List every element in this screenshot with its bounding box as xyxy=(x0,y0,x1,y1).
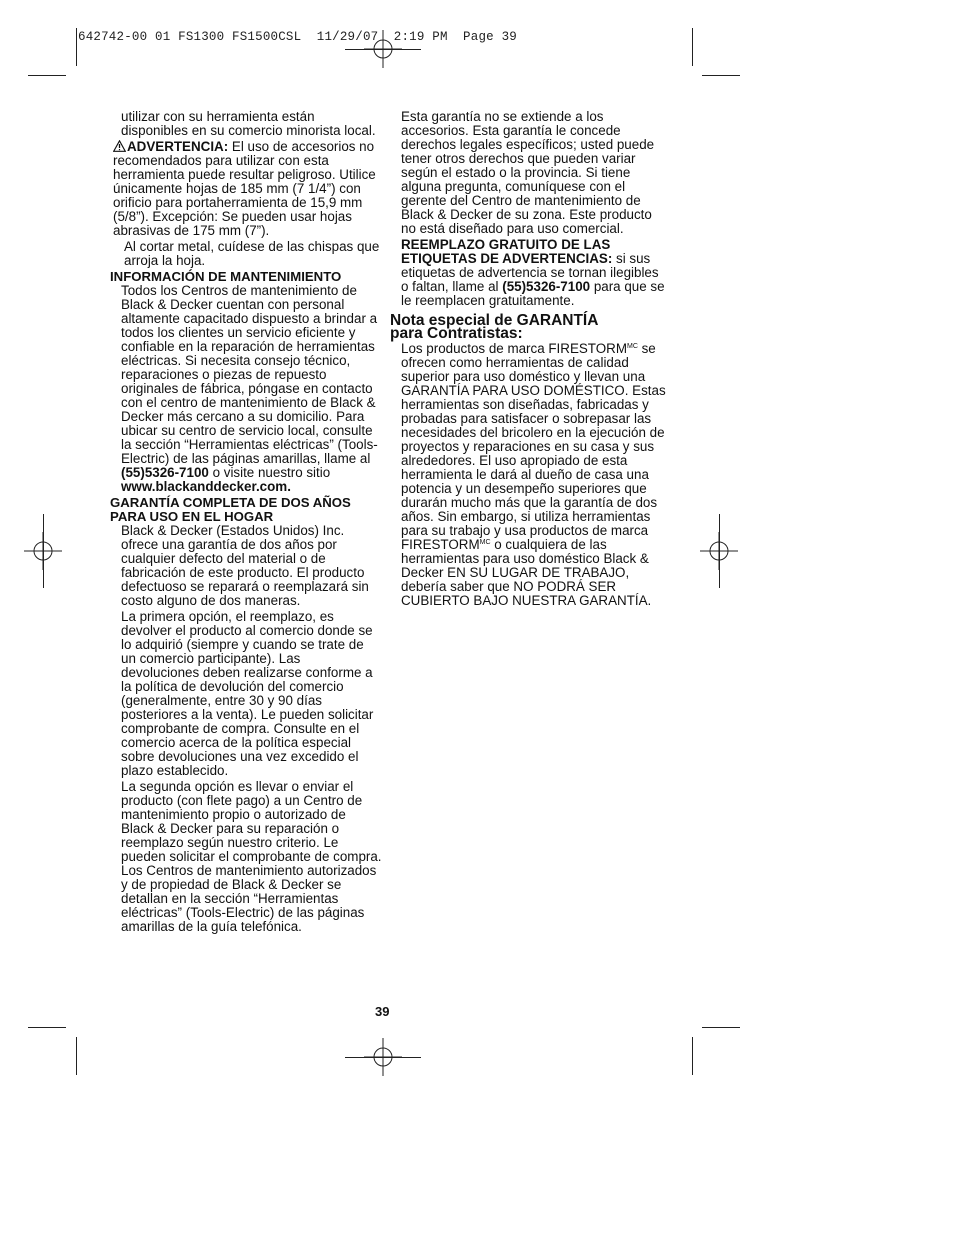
label-replacement-phone: (55)5326-7100 xyxy=(502,279,591,294)
registration-line-left xyxy=(43,514,44,588)
crop-mark-bottom-right-h xyxy=(702,1027,740,1028)
registration-line-top xyxy=(345,49,421,50)
label-replacement-heading: REEMPLAZO GRATUITO DE LAS ETIQUETAS DE ADVERTENCIAS: xyxy=(401,237,613,266)
metal-cutting-note: Al cortar metal, cuídese de las chispas que arroja la hoja. xyxy=(124,239,380,268)
crop-mark-top-right-v xyxy=(692,28,693,66)
left-column xyxy=(110,110,382,934)
warranty-paragraph-3: La segunda opción es llevar o enviar el producto (con flete pago) a un Centro de mantenimiento propio o autorizado de Black & Decker para su reparación o reemplazo según nuestro criterio. Le pueden solicitar el comprobante de compra. Los Centros de mantenimiento autorizados y de propiedad de Black & Decker se detallan en la sección “Herramientas eléctricas” (Tools-Electric) de las páginas amarillas de la guía telefónica. xyxy=(121,779,382,934)
warning-text: El uso de accesorios no recomendados para utilizar con esta herramienta puede resultar peligroso. Utilice únicamente hojas de 185 mm (7 1/4”) con orificio para portaherramienta de 15,9 mm (5/8”). Excepción: Se pueden usar hojas abrasivas de 175 mm (7”). xyxy=(113,139,376,238)
trademark-mark: MC xyxy=(627,343,638,350)
registration-line-right xyxy=(719,514,720,588)
right-column xyxy=(390,110,666,610)
maintenance-heading: INFORMACIÓN DE MANTENIMIENTO xyxy=(110,269,342,284)
trademark-mark: MC xyxy=(479,539,491,546)
warning-triangle-icon xyxy=(113,140,126,152)
accessory-availability-text: utilizar con su herramienta están disponibles en su comercio minorista local. xyxy=(121,109,376,138)
maintenance-website: www.blackanddecker.com. xyxy=(121,479,291,494)
crop-mark-bottom-left-v xyxy=(76,1037,77,1075)
accessories-warranty-text: Esta garantía no se extiende a los accesorios. Esta garantía le concede derechos legales específicos; usted puede tener otros derechos que pueden variar según el estado o la provincia. Si tiene alguna pregunta, comuníquese con el gerente del Centro de mantenimiento de Black & Decker de su zona. Este producto no está diseñado para uso comercial. xyxy=(401,109,655,236)
contractor-heading: Nota especial de GARANTÍA para Contratistas: xyxy=(390,312,599,342)
maintenance-text: Todos los Centros de mantenimiento de Black & Decker cuentan con personal altamente capacitado dispuesto a brindar a todos los clientes un servicio eficiente y confiable en la reparación de herramientas eléctricas. Si necesita consejo técnico, reparaciones o piezas de repuesto originales de fábrica, póngase en contacto con el centro de mantenimiento de Black & Decker más cercano a su domicilio. Para ubicar su centro de servicio local, consulte la sección “Herramientas eléctricas” (Tools-Electric) de las páginas amarillas, llame al (55)5326-7100 o visite nuestro sitio www.blackanddecker.com. xyxy=(121,283,378,494)
warranty-heading: GARANTÍA COMPLETA DE DOS AÑOS PARA USO EN EL HOGAR xyxy=(110,495,351,524)
crop-mark-top-left-h xyxy=(28,75,66,76)
warning-block xyxy=(110,140,382,238)
crop-mark-bottom-left-h xyxy=(28,1027,66,1028)
warning-label: ADVERTENCIA: xyxy=(127,139,229,154)
registration-line-bottom xyxy=(345,1057,421,1058)
contractor-text: Los productos de marca $FIRESTORM^{MC}$ se ofrecen como herramientas de calidad superior para uso doméstico y llevan una GARANTÍA PARA USO DOMÉSTICO. Estas herramientas son diseñadas, fabricadas y probadas para satisfacer o sobrepasar las necesidades del bricolero en la ejecución de proyectos y reparaciones en su casa y sus alrededores. El uso apropiado de esta herramienta le dará al dueño de casa una potencia y un desempeño superiores que durarán mucho más que la garantía de dos años. Sin embargo, si utiliza herramientas para su trabajo y usa productos de marca $FIRESTORM^{MC}$ o cualquiera de las herramientas para uso doméstico Black & Decker EN SU LUGAR DE TRABAJO, debería saber que NO PODRÁ SER CUBIERTO BAJO NUESTRA GARANTÍA. xyxy=(401,341,666,608)
print-slug: 642742-00 01 FS1300 FS1500CSL 11/29/07 2:19 PM Page 39 xyxy=(78,30,517,44)
label-replacement-text: REEMPLAZO GRATUITO DE LAS ETIQUETAS DE ADVERTENCIAS: si sus etiquetas de advertencia se tornan ilegibles o faltan, llame al (55)5326-7100 para que se le reemplacen gratuitamente. xyxy=(401,237,665,308)
crop-mark-top-right-h xyxy=(702,75,740,76)
crop-mark-bottom-right-v xyxy=(692,1037,693,1075)
warranty-paragraph-1: Black & Decker (Estados Unidos) Inc. ofrece una garantía de dos años por cualquier defecto del material o de fabricación de este producto. El producto defectuoso se reparará o reemplazará sin costo alguno de dos maneras. xyxy=(121,523,369,608)
crop-mark-top-left-v xyxy=(76,28,77,66)
maintenance-phone: (55)5326-7100 xyxy=(121,465,209,480)
warranty-paragraph-2: La primera opción, el reemplazo, es devolver el producto al comercio donde se lo adquirió (siempre y cuando se trate de un comercio participante). Las devoluciones deben realizarse conforme a la política de devolución del comercio (generalmente, entre 30 y 90 días posteriores a la venta). Le pueden solicitar comprobante de compra. Consulte en el comercio acerca de la política especial sobre devoluciones una vez excedido el plazo establecido. xyxy=(121,609,374,778)
page-number: 39 xyxy=(375,1004,390,1019)
